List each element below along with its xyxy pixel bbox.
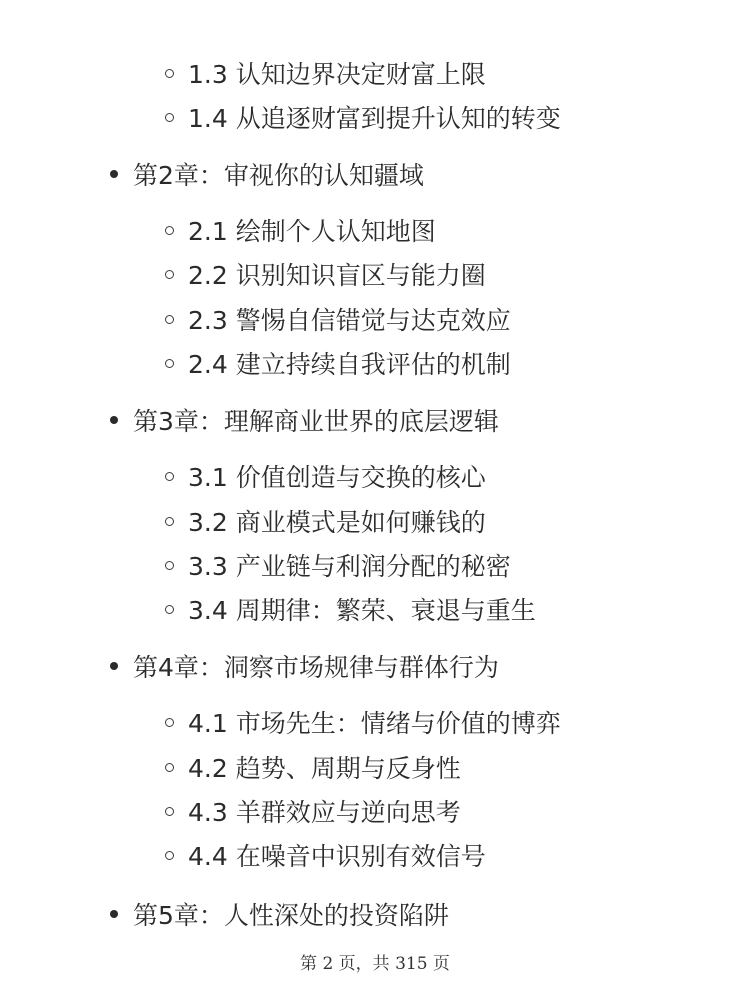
toc-item <box>0 503 486 539</box>
hollow-bullet-icon <box>165 113 174 122</box>
toc-item <box>0 458 486 494</box>
toc-item <box>0 793 461 829</box>
hollow-bullet-icon <box>165 315 174 324</box>
toc-chapter <box>0 156 424 192</box>
toc-item <box>0 591 536 627</box>
hollow-bullet-icon <box>165 359 174 368</box>
toc-item-label: 2.4 建立持续自我评估的机制 <box>188 350 511 379</box>
toc-chapter-label: 第3章：理解商业世界的底层逻辑 <box>133 407 499 436</box>
page-footer: 第 2 页，共 315 页 <box>300 954 450 974</box>
toc-item <box>0 704 561 740</box>
hollow-bullet-icon <box>165 851 174 860</box>
hollow-bullet-icon <box>165 472 174 481</box>
hollow-bullet-icon <box>165 807 174 816</box>
toc-item-label: 3.4 周期律：繁荣、衰退与重生 <box>188 596 536 625</box>
toc-item <box>0 256 486 292</box>
toc-item <box>0 345 511 381</box>
bullet-icon <box>110 170 118 178</box>
hollow-bullet-icon <box>165 226 174 235</box>
bullet-icon <box>110 662 118 670</box>
toc-item <box>0 547 511 583</box>
toc-item <box>0 99 561 135</box>
toc-item-label: 2.3 警惕自信错觉与达克效应 <box>188 306 511 335</box>
bullet-icon <box>110 416 118 424</box>
toc-chapter <box>0 896 449 932</box>
hollow-bullet-icon <box>165 718 174 727</box>
toc-item <box>0 212 436 248</box>
toc-item-label: 2.2 识别知识盲区与能力圈 <box>188 261 486 290</box>
toc-chapter <box>0 648 499 684</box>
toc-item <box>0 55 486 91</box>
toc-item-label: 4.3 羊群效应与逆向思考 <box>188 798 461 827</box>
toc-chapter-label: 第5章：人性深处的投资陷阱 <box>133 901 449 930</box>
bullet-icon <box>110 910 118 918</box>
hollow-bullet-icon <box>165 605 174 614</box>
toc-item-label: 3.3 产业链与利润分配的秘密 <box>188 552 511 581</box>
toc-item-label: 2.1 绘制个人认知地图 <box>188 217 436 246</box>
toc-item <box>0 301 511 337</box>
hollow-bullet-icon <box>165 561 174 570</box>
hollow-bullet-icon <box>165 763 174 772</box>
toc-chapter-label: 第4章：洞察市场规律与群体行为 <box>133 653 499 682</box>
toc-item-label: 3.1 价值创造与交换的核心 <box>188 463 486 492</box>
toc-item-label: 4.4 在噪音中识别有效信号 <box>188 842 486 871</box>
hollow-bullet-icon <box>165 517 174 526</box>
toc-item <box>0 749 461 785</box>
toc-item-label: 1.4 从追逐财富到提升认知的转变 <box>188 104 561 133</box>
toc-item-label: 1.3 认知边界决定财富上限 <box>188 60 486 89</box>
toc-item <box>0 837 486 873</box>
toc-item-label: 4.2 趋势、周期与反身性 <box>188 754 461 783</box>
hollow-bullet-icon <box>165 69 174 78</box>
toc-chapter <box>0 402 499 438</box>
toc-item-label: 3.2 商业模式是如何赚钱的 <box>188 508 486 537</box>
hollow-bullet-icon <box>165 270 174 279</box>
toc-chapter-label: 第2章：审视你的认知疆域 <box>133 161 424 190</box>
toc-item-label: 4.1 市场先生：情绪与价值的博弈 <box>188 709 561 738</box>
